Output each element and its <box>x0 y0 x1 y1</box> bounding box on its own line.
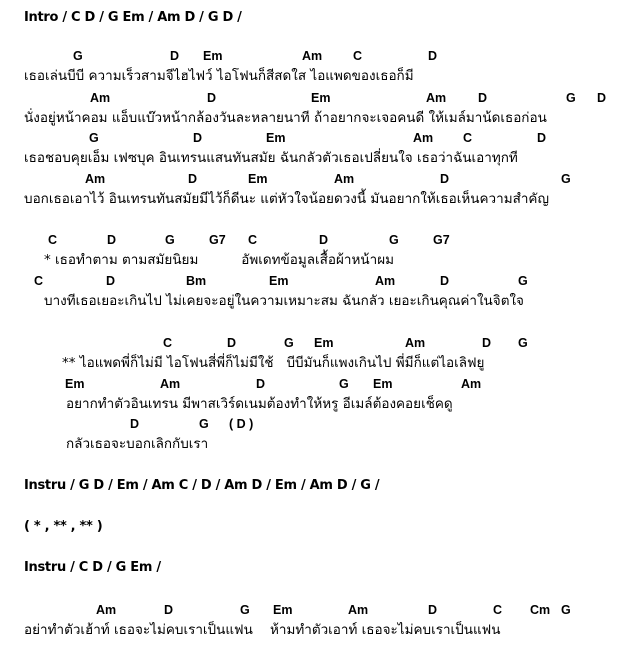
chord-label: D <box>256 377 266 391</box>
chord-label: Am <box>375 274 396 288</box>
chord-label: Bm <box>186 274 207 288</box>
chord-label: C <box>163 336 173 350</box>
chord-label: ( D ) <box>229 417 254 431</box>
chord-label: Am <box>160 377 181 391</box>
chord-label: D <box>107 233 117 247</box>
chord-label: Am <box>334 172 355 186</box>
lyric-line: เธอเล่นบีบี ความเร็วสามจีไฮไฟว์ ไอโฟนก็สีสดใส ไอแพดของเธอก็มี <box>24 68 414 84</box>
chord-label: G <box>240 603 250 617</box>
chord-label: Am <box>348 603 369 617</box>
chord-label: Am <box>405 336 426 350</box>
chord-label: D <box>207 91 217 105</box>
chord-label: Em <box>248 172 268 186</box>
chord-label: G <box>518 274 528 288</box>
chord-label: D <box>478 91 488 105</box>
chord-label: Am <box>90 91 111 105</box>
lyric-line: อยากทำตัวอินเทรน มีพาสเวิร์ดเนมต้องทำให้หรู อีเมล์ต้องคอยเช็คดู <box>66 396 453 412</box>
chord-label: Em <box>311 91 331 105</box>
lyric-line: เธอชอบคุยเอ็ม เฟซบุค อินเทรนแสนทันสมัย ฉันกลัวตัวเธอเปลี่ยนใจ เธอว่าฉันเอาทุกที <box>24 150 518 166</box>
chord-label: D <box>106 274 116 288</box>
chord-label: G <box>89 131 99 145</box>
chord-label: Am <box>96 603 117 617</box>
chord-label: D <box>537 131 547 145</box>
lyric-line: อย่าทำตัวเฮ้าท์ เธอจะไม่คบเราเป็นแฟน ห้ามทำตัวเอาท์ เธอจะไม่คบเราเป็นแฟน <box>24 622 501 638</box>
chord-label: Am <box>302 49 323 63</box>
chord-label: Am <box>413 131 434 145</box>
chord-label: G <box>518 336 528 350</box>
chord-label: D <box>227 336 237 350</box>
chord-label: D <box>597 91 607 105</box>
repeat-marker: ( * , ** , ** ) <box>24 519 103 534</box>
chord-label: D <box>440 274 450 288</box>
chord-label: Em <box>269 274 289 288</box>
lyric-line: ** ไอแพดพี่ก็ไม่มี ไอโฟนสี่พี่ก็ไม่มีใช้ บีบีมันก็แพงเกินไป พี่มีก็แต่ไอเลิฟยู <box>62 355 485 371</box>
chord-label: G <box>73 49 83 63</box>
chord-label: D <box>319 233 329 247</box>
chord-label: G <box>199 417 209 431</box>
chord-label: Cm <box>530 603 551 617</box>
lyric-line: กลัวเธอจะบอกเลิกกับเรา <box>66 436 209 452</box>
instrumental-line-1: Instru / G D / Em / Am C / D / Am D / Em / Am D / G / <box>24 478 380 493</box>
chord-label: G <box>284 336 294 350</box>
chord-label: Am <box>426 91 447 105</box>
chord-label: Em <box>203 49 223 63</box>
chord-label: G <box>561 172 571 186</box>
chord-label: C <box>353 49 363 63</box>
intro-line: Intro / C D / G Em / Am D / G D / <box>24 10 242 25</box>
chord-label: G <box>339 377 349 391</box>
chord-label: G <box>566 91 576 105</box>
chord-label: D <box>428 603 438 617</box>
chord-label: C <box>34 274 44 288</box>
chord-label: D <box>428 49 438 63</box>
chord-label: D <box>440 172 450 186</box>
chord-label: Em <box>65 377 85 391</box>
chord-label: D <box>193 131 203 145</box>
chord-label: Em <box>266 131 286 145</box>
chord-label: G <box>165 233 175 247</box>
chord-label: C <box>48 233 58 247</box>
chord-label: D <box>164 603 174 617</box>
lyric-line: นั่งอยู่หน้าคอม แอ็บแบ๊วหน้ากล้องวันละหลายนาที ถ้าอยากจะเจอคนดี ให้เมล์มาน้ดเธอก่อน <box>24 110 547 126</box>
lyric-line: บางทีเธอเยอะเกินไป ไม่เคยจะอยู่ในความเหมาะสม ฉันกลัว เยอะเกินคุณค่าในจิตใจ <box>44 293 524 309</box>
chord-label: Em <box>314 336 334 350</box>
chord-label: G <box>561 603 571 617</box>
chord-label: Em <box>373 377 393 391</box>
chord-label: G7 <box>209 233 226 247</box>
chord-label: Am <box>461 377 482 391</box>
chord-label: C <box>493 603 503 617</box>
chord-label: D <box>188 172 198 186</box>
chord-label: C <box>248 233 258 247</box>
lyric-line: บอกเธอเอาไว้ อินเทรนทันสมัยมีไว้ก็ดีนะ แต่หัวใจน้อยดวงนี้ มันอยากให้เธอเห็นความสำคัญ <box>24 191 549 207</box>
chord-label: C <box>463 131 473 145</box>
chord-label: G <box>389 233 399 247</box>
instrumental-line-2: Instru / C D / G Em / <box>24 560 161 575</box>
chord-label: D <box>130 417 140 431</box>
chord-label: D <box>482 336 492 350</box>
chord-label: Am <box>85 172 106 186</box>
chord-label: D <box>170 49 180 63</box>
lyric-line: * เธอทำตาม ตามสมัยนิยม อัพเดทข้อมูลเสื้อผ้าหน้าผม <box>44 252 395 268</box>
chord-label: G7 <box>433 233 450 247</box>
chord-label: Em <box>273 603 293 617</box>
